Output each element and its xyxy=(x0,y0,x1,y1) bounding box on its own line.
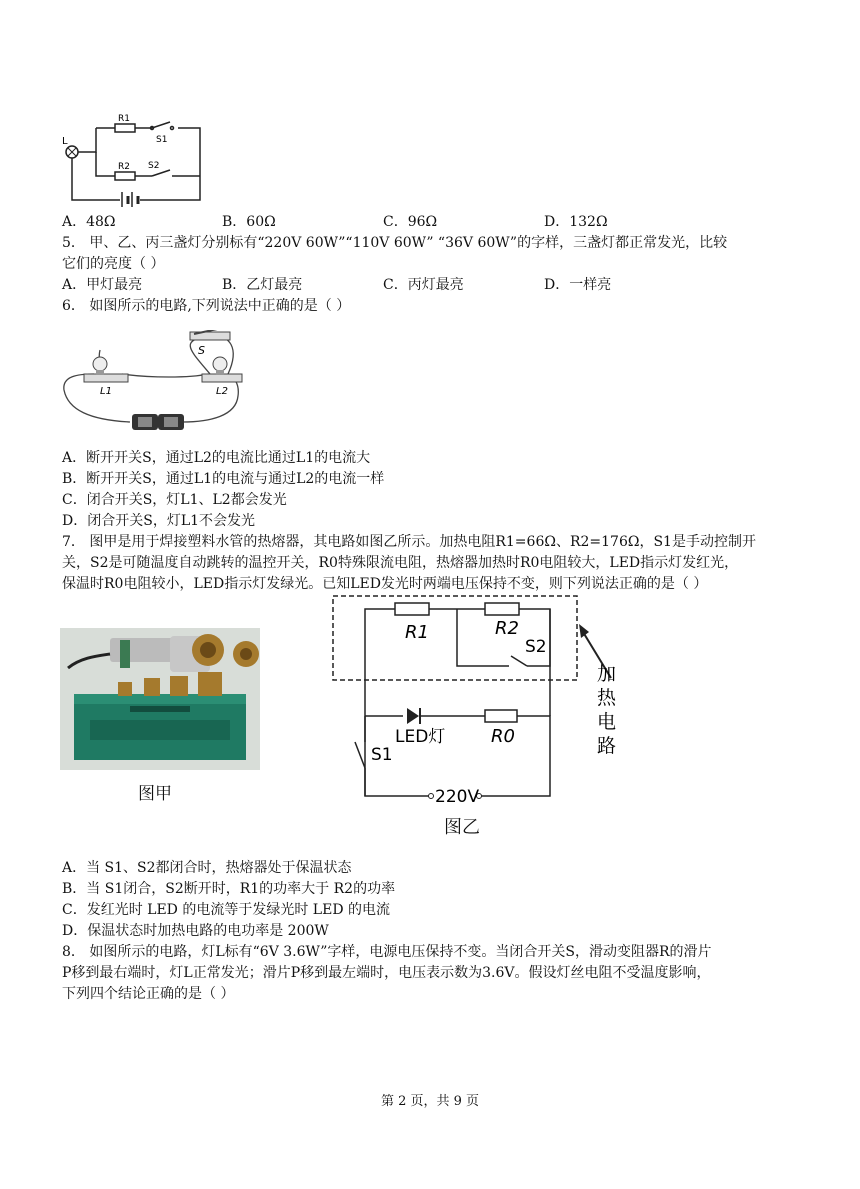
label-r2: R2 xyxy=(118,162,130,172)
q7-stem-line3: 保温时R0电阻较小，LED指示灯发绿光。已知LED发光时两端电压保持不变，则下列说法正确的是（ ） xyxy=(62,576,708,592)
label-s2: S2 xyxy=(525,637,547,657)
fig-yi-caption: 图乙 xyxy=(444,817,480,838)
label-led: LED灯 xyxy=(395,727,446,747)
heat-label-4: 路 xyxy=(597,735,617,757)
led-symbol xyxy=(407,708,420,724)
label-r0: R0 xyxy=(491,726,515,747)
q4-circuit-figure xyxy=(60,112,210,207)
q7-option-c: C．发红光时 LED 的电流等于发绿光时 LED 的电流 xyxy=(62,902,390,918)
heat-fusion-machine-photo xyxy=(60,628,260,770)
q6-option-a: A．断开开关S，通过L2的电流比通过L1的电流大 xyxy=(62,450,371,466)
q4-option-d: D．132Ω xyxy=(544,214,608,230)
page-footer: 第 2 页，共 9 页 xyxy=(380,1094,480,1109)
battery-pair xyxy=(132,414,184,430)
q5-option-b: B．乙灯最亮 xyxy=(222,277,303,293)
q6-stem: 6． 如图所示的电路,下列说法中正确的是（ ） xyxy=(62,298,351,314)
q4-option-b: B．60Ω xyxy=(222,214,276,230)
q5-option-d: D．一样亮 xyxy=(544,277,612,293)
q7-circuit-figure xyxy=(325,594,635,844)
label-r1: R1 xyxy=(405,622,429,643)
q8-stem-line1: 8． 如图所示的电路，灯L标有“6V 3.6W”字样，电源电压保持不变。当闭合开关S，滑动变阻器R的滑片 xyxy=(62,944,712,960)
q5-stem-line1: 5． 甲、乙、丙三盏灯分别标有“220V 60W”“110V 60W” “36V 60W”的字样，三盏灯都正常发光，比较 xyxy=(62,235,728,251)
switch-s xyxy=(190,330,230,340)
q8-stem-line3: 下列四个结论正确的是（ ） xyxy=(62,986,235,1002)
q8-stem-line2: P移到最右端时，灯L正常发光；滑片P移到最左端时，电压表示数为3.6V。假设灯丝电阻不受温度影响， xyxy=(62,965,711,981)
label-voltage: 220V xyxy=(435,787,480,807)
label-l: L xyxy=(62,136,68,147)
q5-option-a: A．甲灯最亮 xyxy=(62,277,143,293)
label-r2: R2 xyxy=(495,618,519,639)
bulb-l2 xyxy=(202,357,242,382)
q6-circuit-figure xyxy=(60,330,250,440)
q7-option-d: D．保温状态时加热电路的电功率是 200W xyxy=(62,923,329,939)
fig-jia-caption: 图甲 xyxy=(138,784,172,804)
bulb-l1 xyxy=(84,357,128,382)
heat-label-2: 热 xyxy=(597,687,617,709)
label-s1: S1 xyxy=(371,745,393,765)
label-r1: R1 xyxy=(118,114,130,124)
q4-option-c: C．96Ω xyxy=(383,214,438,230)
heat-label-3: 电 xyxy=(597,711,617,733)
q7-option-b: B．当 S1闭合，S2断开时，R1的功率大于 R2的功率 xyxy=(62,881,396,897)
label-s1: S1 xyxy=(156,135,168,145)
q7-option-a: A．当 S1、S2都闭合时，热熔器处于保温状态 xyxy=(62,860,352,876)
q5-stem-line2: 它们的亮度（ ） xyxy=(62,256,165,272)
q4-option-a: A．48Ω xyxy=(62,214,116,230)
q6-option-d: D．闭合开关S，灯L1不会发光 xyxy=(62,513,256,529)
q7-stem-line1: 7． 图甲是用于焊接塑料水管的热熔器，其电路如图乙所示。加热电阻R1=66Ω、R2=176Ω，S1是手动控制开 xyxy=(62,534,756,550)
lamp-symbol xyxy=(66,146,78,158)
label-l1: L1 xyxy=(100,386,112,397)
q7-stem-line2: 关，S2是可随温度自动跳转的温控开关，R0特殊限流电阻，热熔器加热时R0电阻较大，LED指示灯发红光， xyxy=(62,555,739,571)
label-s2: S2 xyxy=(148,161,160,171)
label-l2: L2 xyxy=(216,386,228,397)
q5-option-c: C．丙灯最亮 xyxy=(383,277,464,293)
q6-option-c: C．闭合开关S，灯L1、L2都会发光 xyxy=(62,492,287,508)
label-s: S xyxy=(198,344,205,357)
heat-label-1: 加 xyxy=(597,663,617,685)
q6-option-b: B．断开开关S，通过L1的电流与通过L2的电流一样 xyxy=(62,471,385,487)
